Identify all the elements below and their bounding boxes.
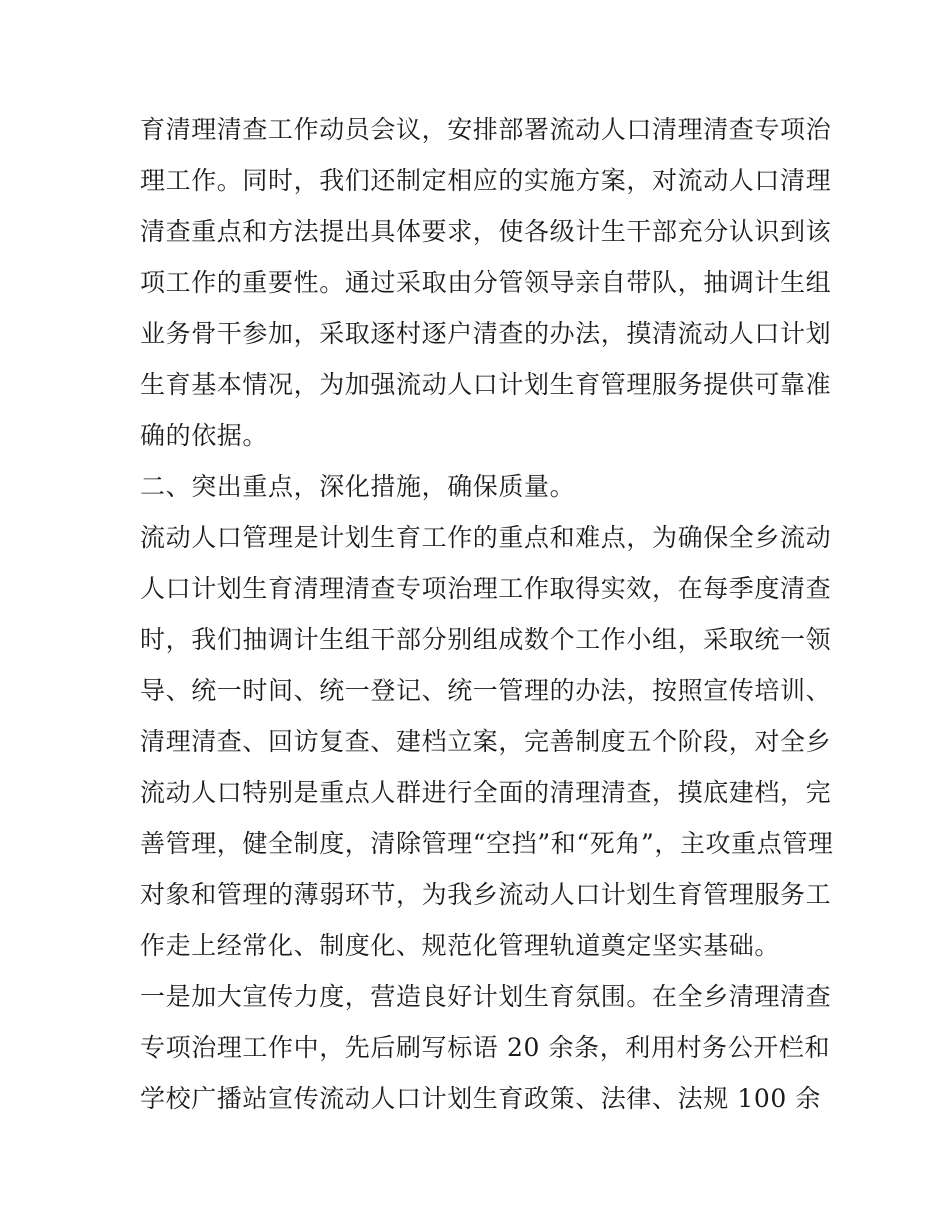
section-heading: 二、突出重点，深化措施，确保质量。 xyxy=(140,472,576,501)
text-line: 项工作的重要性。通过采取由分管领导亲自带队，抽调计生组 xyxy=(140,268,832,297)
text-line: 时，我们抽调计生组干部分别组成数个工作小组，采取统一领 xyxy=(140,625,832,654)
text-line: 理工作。同时，我们还制定相应的实施方案，对流动人口清理 xyxy=(140,166,832,195)
text-line: 善管理，健全制度，清除管理“空挡”和“死角”，主攻重点管理 xyxy=(140,829,834,858)
text-line: 作走上经常化、制度化、规范化管理轨道奠定坚实基础。 xyxy=(140,931,781,960)
text-line: 生育基本情况，为加强流动人口计划生育管理服务提供可靠准 xyxy=(140,370,832,399)
text-line: 清理清查、回访复查、建档立案，完善制度五个阶段，对全乡 xyxy=(140,727,832,756)
text-line: 清查重点和方法提出具体要求，使各级计生干部充分认识到该 xyxy=(140,217,832,246)
text-line: 学校广播站宣传流动人口计划生育政策、法律、法规 100 余 xyxy=(140,1084,822,1113)
text-line: 流动人口特别是重点人群进行全面的清理清查，摸底建档，完 xyxy=(140,778,832,807)
text-line: 对象和管理的薄弱环节，为我乡流动人口计划生育管理服务工 xyxy=(140,880,832,909)
text-line: 导、统一时间、统一登记、统一管理的办法，按照宣传培训、 xyxy=(140,676,832,705)
text-line: 业务骨干参加，采取逐村逐户清查的办法，摸清流动人口计划 xyxy=(140,319,832,348)
text-line: 确的依据。 xyxy=(140,421,269,450)
text-line: 育清理清查工作动员会议，安排部署流动人口清理清查专项治 xyxy=(140,115,832,144)
text-line: 一是加大宣传力度，营造良好计划生育氛围。在全乡清理清查 xyxy=(140,982,832,1011)
document-body xyxy=(140,104,834,1124)
text-line: 专项治理工作中，先后刷写标语 20 余条，利用村务公开栏和 xyxy=(140,1033,831,1062)
text-line: 流动人口管理是计划生育工作的重点和难点，为确保全乡流动 xyxy=(140,523,832,552)
text-line: 人口计划生育清理清查专项治理工作取得实效，在每季度清查 xyxy=(140,574,832,603)
